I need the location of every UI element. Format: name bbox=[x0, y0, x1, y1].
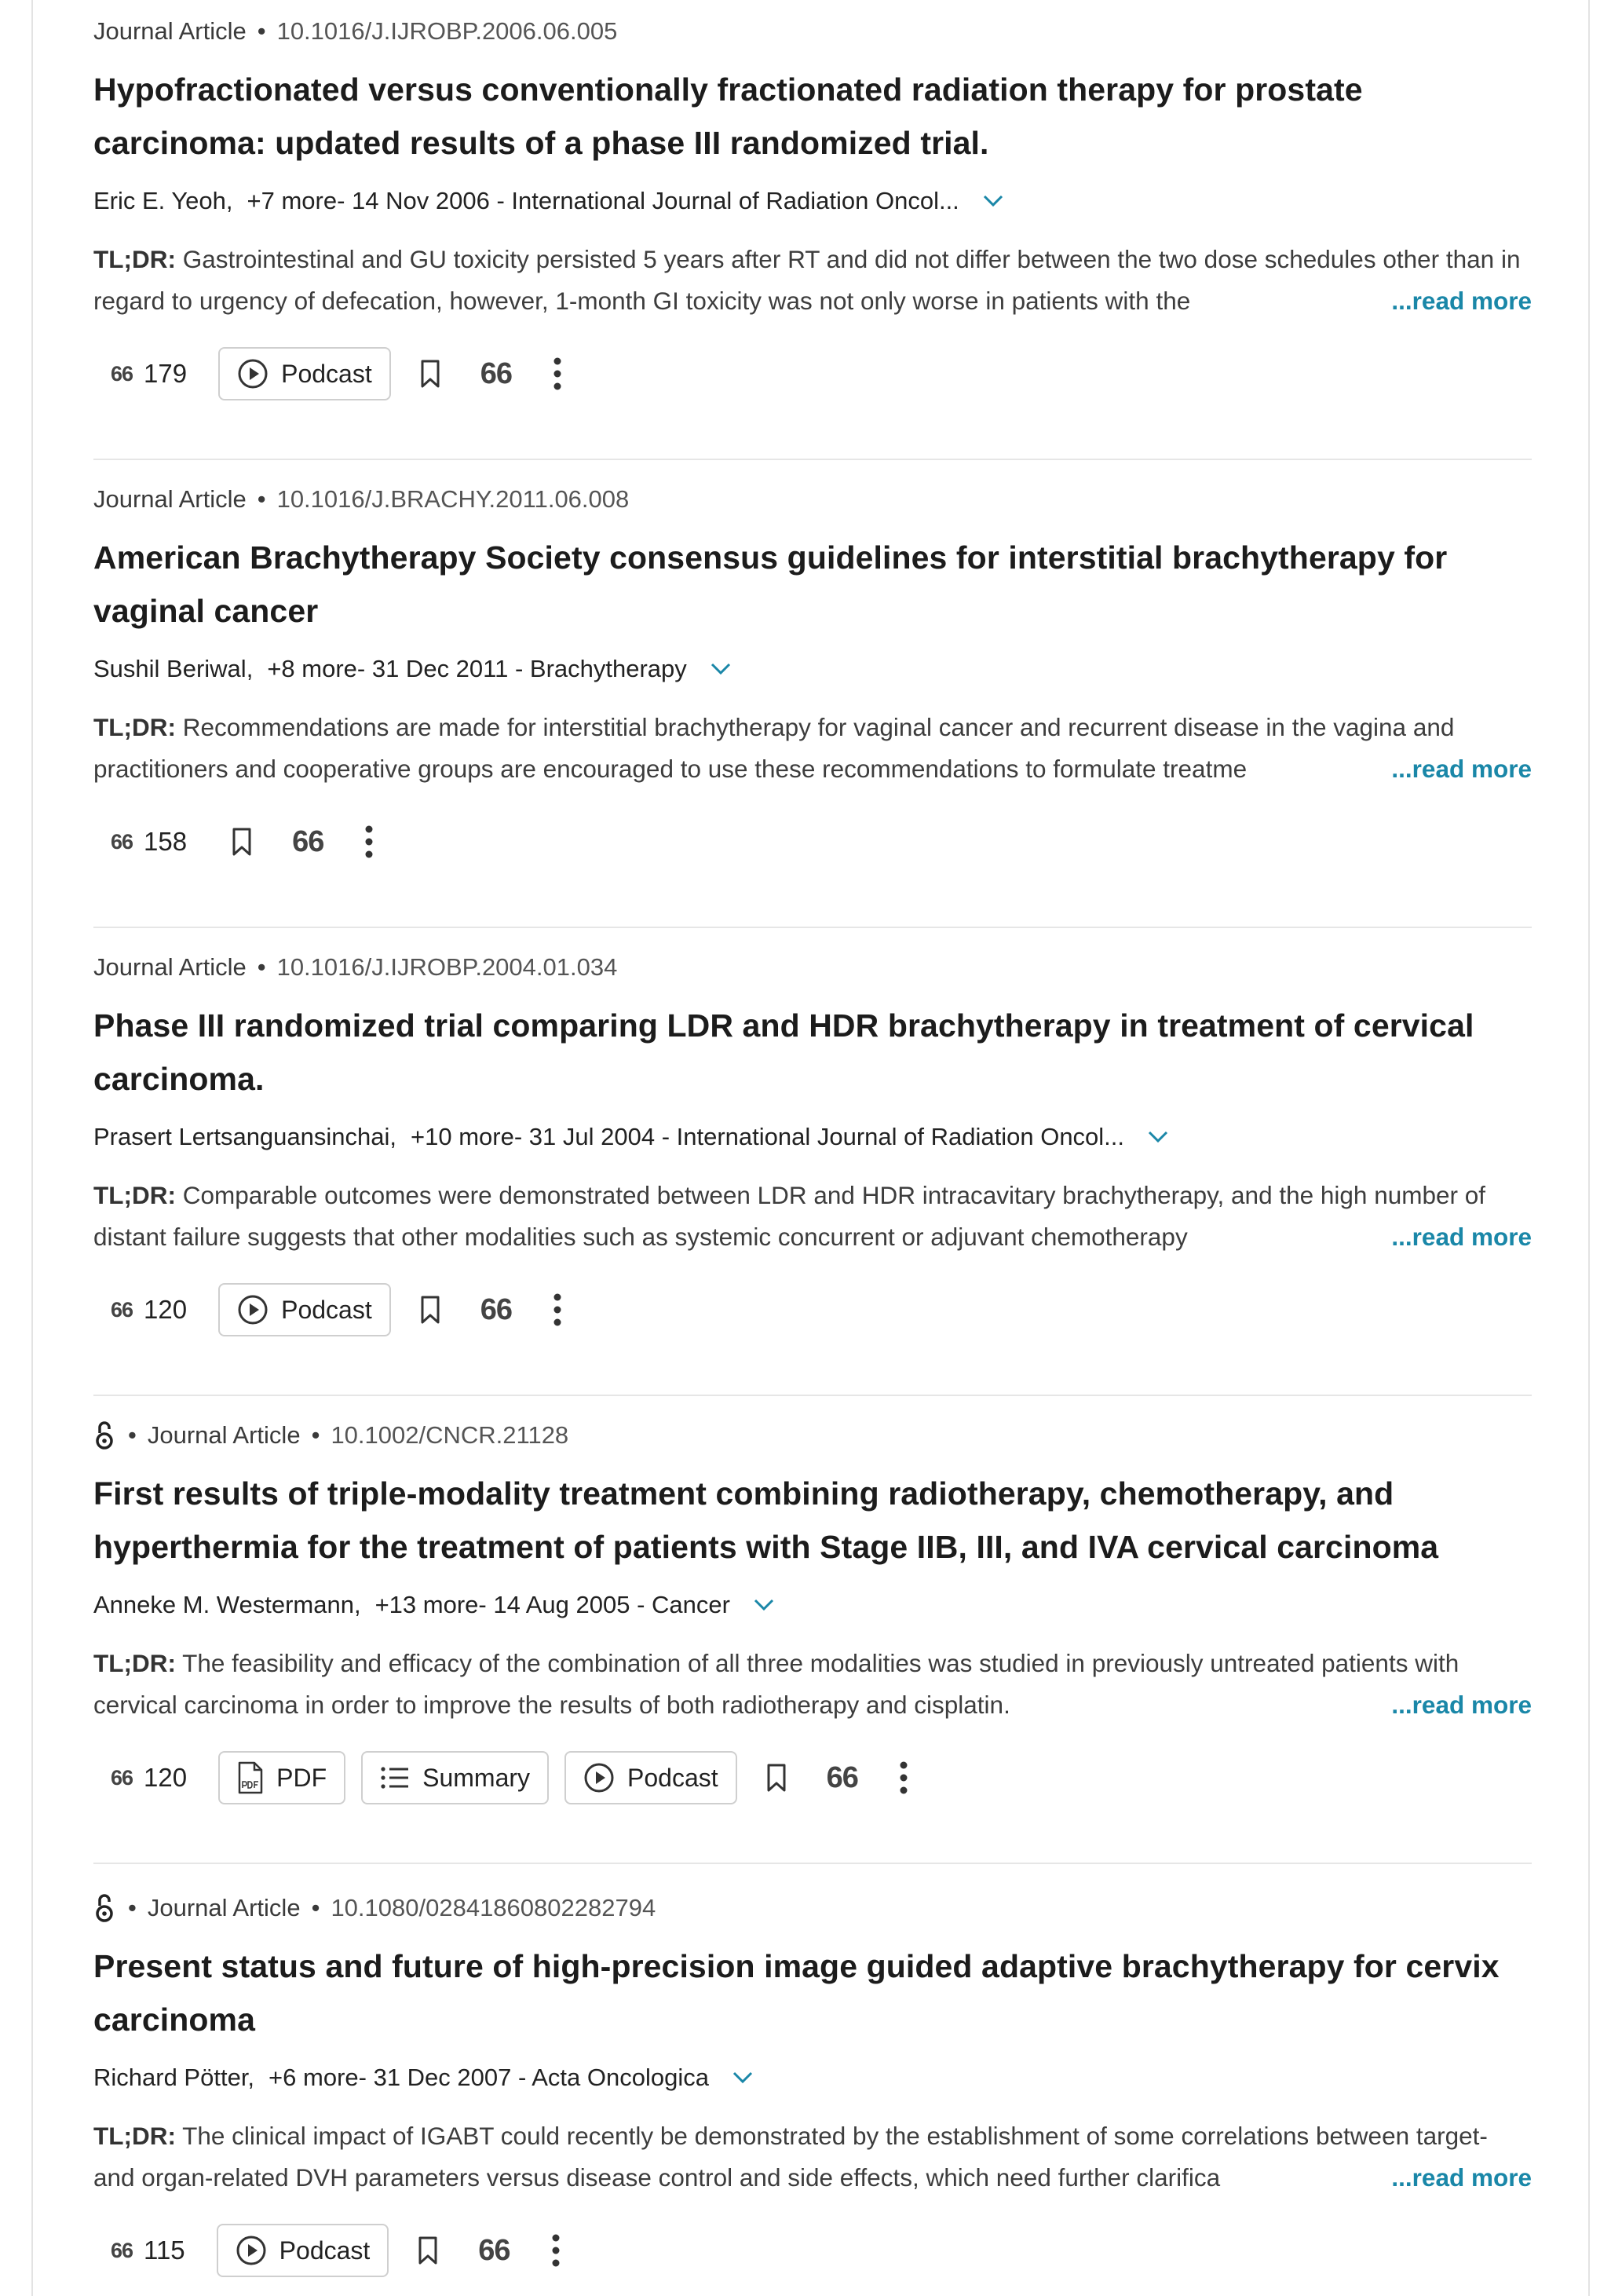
paper-title[interactable]: First results of triple-modality treatment combining radiotherapy, chemotherapy, and hyperthermia for the treatment of patients with Stage IIB, III, and IVA cervical carcinoma bbox=[93, 1475, 1439, 1565]
doi-link[interactable]: 10.1016/J.BRACHY.2011.06.008 bbox=[276, 485, 630, 513]
more-options-button[interactable] bbox=[880, 1751, 927, 1804]
quote-icon: 66 bbox=[111, 829, 133, 854]
paper-title[interactable]: American Brachytherapy Society consensus guidelines for interstitial brachytherapy for vaginal cancer bbox=[93, 539, 1448, 629]
article-type: Journal Article bbox=[147, 1894, 301, 1921]
first-author[interactable]: Eric E. Yeoh, bbox=[93, 187, 233, 214]
citation-number: 115 bbox=[144, 2236, 185, 2265]
summary-label: Summary bbox=[422, 1763, 531, 1792]
result-divider bbox=[93, 1395, 1532, 1396]
doi-link[interactable]: 10.1002/CNCR.21128 bbox=[331, 1421, 569, 1449]
citation-number: 158 bbox=[144, 827, 188, 856]
separator-dot: • bbox=[257, 17, 266, 45]
article-type: Journal Article bbox=[93, 17, 247, 45]
tldr-body: The feasibility and efficacy of the combination of all three modalities was studied in previously untreated patients with cervical carcinoma in order to improve the results of both radiotherapy and cisplatin. bbox=[93, 1649, 1459, 1719]
cite-button[interactable]: 66 bbox=[478, 2233, 510, 2267]
date-venue: - 31 Dec 2007 - Acta Oncologica bbox=[358, 2064, 709, 2091]
action-bar bbox=[93, 1281, 581, 1338]
more-authors[interactable]: +10 more bbox=[411, 1123, 514, 1150]
quote-icon: 66 bbox=[111, 361, 133, 386]
action-bar bbox=[93, 345, 581, 402]
result-divider bbox=[93, 459, 1532, 460]
bookmark-icon bbox=[765, 1763, 788, 1793]
paper-title[interactable]: Present status and future of high-precision image guided adaptive brachytherapy for cervix carcinoma bbox=[93, 1948, 1500, 2038]
citation-number: 120 bbox=[144, 1295, 188, 1324]
tldr-body: The clinical impact of IGABT could recently be demonstrated by the establishment of some correlations between target- and organ-related DVH parameters versus disease control and side effects, which need further clarifica bbox=[93, 2122, 1488, 2192]
separator-dot: • bbox=[128, 1894, 137, 1921]
play-circle-icon bbox=[237, 1294, 269, 1325]
tldr-label: TL;DR: bbox=[93, 1649, 176, 1677]
action-bar bbox=[93, 1749, 927, 1806]
separator-dot: • bbox=[257, 485, 266, 513]
more-authors[interactable]: +6 more bbox=[269, 2064, 359, 2091]
more-options-button[interactable] bbox=[534, 1283, 581, 1336]
doi-link[interactable]: 10.1016/J.IJROBP.2006.06.005 bbox=[276, 17, 618, 45]
play-circle-icon bbox=[583, 1762, 615, 1793]
open-access-icon bbox=[93, 1892, 115, 1924]
more-vertical-icon bbox=[364, 824, 374, 859]
authors-line bbox=[93, 2060, 754, 2095]
read-more-link[interactable]: ...read more bbox=[1385, 1684, 1532, 1726]
cite-button[interactable]: 66 bbox=[292, 824, 324, 858]
date-venue: - 14 Aug 2005 - Cancer bbox=[478, 1591, 730, 1618]
chevron-down-icon[interactable] bbox=[981, 193, 1005, 209]
more-vertical-icon bbox=[553, 356, 562, 391]
more-options-button[interactable] bbox=[532, 2224, 579, 2277]
action-bar bbox=[93, 2222, 579, 2279]
first-author[interactable]: Anneke M. Westermann, bbox=[93, 1591, 361, 1618]
podcast-button[interactable] bbox=[564, 1751, 737, 1804]
result-meta bbox=[93, 950, 617, 985]
citation-number: 179 bbox=[144, 359, 188, 388]
result-meta bbox=[93, 1418, 568, 1453]
more-vertical-icon bbox=[899, 1760, 908, 1795]
doi-link[interactable]: 10.1080/02841860802282794 bbox=[331, 1894, 656, 1921]
tldr-label: TL;DR: bbox=[93, 713, 176, 741]
paper-title[interactable]: Phase III randomized trial comparing LDR and HDR brachytherapy in treatment of cervical carcinoma. bbox=[93, 1007, 1474, 1097]
tldr-body: Comparable outcomes were demonstrated between LDR and HDR intracavitary brachytherapy, and the high number of distant failure suggests that other modalities such as systemic concurrent or adjuvant chemotherapy bbox=[93, 1181, 1486, 1251]
chevron-down-icon[interactable] bbox=[752, 1597, 776, 1613]
citation-count bbox=[111, 1295, 187, 1325]
more-vertical-icon bbox=[553, 1292, 562, 1327]
summary-button[interactable] bbox=[361, 1751, 549, 1804]
action-bar bbox=[93, 813, 393, 870]
more-authors[interactable]: +8 more bbox=[267, 655, 357, 682]
doi-link[interactable]: 10.1016/J.IJROBP.2004.01.034 bbox=[276, 953, 618, 981]
podcast-button[interactable] bbox=[217, 2224, 389, 2277]
bookmark-button[interactable] bbox=[407, 1283, 454, 1336]
cite-button[interactable]: 66 bbox=[480, 1292, 513, 1326]
cite-button[interactable]: 66 bbox=[480, 356, 513, 390]
tldr-text bbox=[93, 239, 1532, 322]
result-meta bbox=[93, 14, 617, 49]
more-authors[interactable]: +7 more bbox=[247, 187, 338, 214]
tldr-body: Gastrointestinal and GU toxicity persisted 5 years after RT and did not differ between the two dose schedules other than in regard to urgency of defecation, however, 1-month GI toxicity was not only worse in patients with the bbox=[93, 245, 1521, 315]
separator-dot: • bbox=[128, 1421, 137, 1449]
pdf-button[interactable] bbox=[218, 1751, 345, 1804]
tldr-text bbox=[93, 2115, 1532, 2199]
bookmark-button[interactable] bbox=[218, 815, 265, 868]
read-more-link[interactable]: ...read more bbox=[1385, 748, 1532, 790]
chevron-down-icon[interactable] bbox=[731, 2070, 754, 2086]
more-authors[interactable]: +13 more bbox=[374, 1591, 479, 1618]
read-more-link[interactable]: ...read more bbox=[1385, 2157, 1532, 2199]
tldr-text bbox=[93, 1643, 1532, 1726]
article-type: Journal Article bbox=[93, 953, 247, 981]
tldr-text bbox=[93, 707, 1532, 790]
article-type: Journal Article bbox=[93, 485, 247, 513]
podcast-label: Podcast bbox=[279, 2236, 371, 2265]
bookmark-button[interactable] bbox=[407, 347, 454, 400]
authors-line bbox=[93, 1120, 1170, 1154]
citation-number: 120 bbox=[144, 1763, 188, 1792]
cite-button[interactable]: 66 bbox=[826, 1760, 858, 1794]
more-options-button[interactable] bbox=[534, 347, 581, 400]
authors-line bbox=[93, 652, 732, 686]
more-options-button[interactable] bbox=[345, 815, 393, 868]
play-circle-icon bbox=[236, 2235, 267, 2266]
quote-icon: 66 bbox=[111, 1765, 133, 1790]
pdf-file-icon bbox=[237, 1761, 264, 1794]
separator-dot: • bbox=[311, 1894, 320, 1921]
bookmark-icon bbox=[230, 827, 254, 857]
article-type: Journal Article bbox=[147, 1421, 301, 1449]
pdf-label: PDF bbox=[276, 1763, 327, 1792]
first-author[interactable]: Sushil Beriwal, bbox=[93, 655, 254, 682]
podcast-label: Podcast bbox=[627, 1763, 718, 1792]
result-meta bbox=[93, 482, 629, 517]
tldr-label: TL;DR: bbox=[93, 245, 176, 273]
bookmark-icon bbox=[418, 1295, 442, 1325]
tldr-label: TL;DR: bbox=[93, 1181, 176, 1209]
bookmark-icon bbox=[416, 2236, 440, 2265]
chevron-down-icon[interactable] bbox=[709, 661, 732, 677]
date-venue: - 31 Jul 2004 - International Journal of Radiation Oncol... bbox=[513, 1123, 1125, 1150]
open-access-icon bbox=[93, 1420, 115, 1451]
citation-count bbox=[111, 359, 187, 389]
paper-title[interactable]: Hypofractionated versus conventionally fractionated radiation therapy for prostate carcinoma: updated results of a phase III randomized trial. bbox=[93, 71, 1363, 161]
result-divider bbox=[93, 1863, 1532, 1864]
podcast-label: Podcast bbox=[281, 1295, 372, 1324]
tldr-label: TL;DR: bbox=[93, 2122, 176, 2150]
play-circle-icon bbox=[237, 358, 269, 389]
podcast-button[interactable] bbox=[218, 1283, 391, 1336]
read-more-link[interactable]: ...read more bbox=[1385, 280, 1532, 322]
date-venue: - 31 Dec 2011 - Brachytherapy bbox=[356, 655, 687, 682]
citation-count bbox=[111, 2236, 185, 2265]
result-divider bbox=[93, 927, 1532, 928]
authors-line bbox=[93, 1588, 776, 1622]
tldr-body: Recommendations are made for interstitial brachytherapy for vaginal cancer and recurrent disease in the vagina and practitioners and cooperative groups are encouraged to use these recommendations to formulate treatme bbox=[93, 713, 1455, 783]
separator-dot: • bbox=[257, 953, 266, 981]
bookmark-button[interactable] bbox=[404, 2224, 451, 2277]
podcast-button[interactable] bbox=[218, 347, 391, 400]
authors-line bbox=[93, 184, 1005, 218]
read-more-link[interactable]: ...read more bbox=[1385, 1216, 1532, 1258]
chevron-down-icon[interactable] bbox=[1146, 1129, 1170, 1145]
quote-icon: 66 bbox=[111, 1297, 133, 1322]
date-venue: - 14 Nov 2006 - International Journal of Radiation Oncol... bbox=[337, 187, 959, 214]
list-icon bbox=[380, 1766, 410, 1790]
citation-count bbox=[111, 827, 187, 857]
tldr-text bbox=[93, 1175, 1532, 1258]
citation-count bbox=[111, 1763, 187, 1793]
first-author[interactable]: Richard Pötter, bbox=[93, 2064, 255, 2091]
bookmark-button[interactable] bbox=[753, 1751, 800, 1804]
quote-icon: 66 bbox=[111, 2238, 133, 2262]
first-author[interactable]: Prasert Lertsanguansinchai, bbox=[93, 1123, 397, 1150]
more-vertical-icon bbox=[551, 2233, 561, 2268]
bookmark-icon bbox=[418, 359, 442, 389]
podcast-label: Podcast bbox=[281, 359, 372, 388]
result-meta bbox=[93, 1891, 656, 1925]
separator-dot: • bbox=[311, 1421, 320, 1449]
